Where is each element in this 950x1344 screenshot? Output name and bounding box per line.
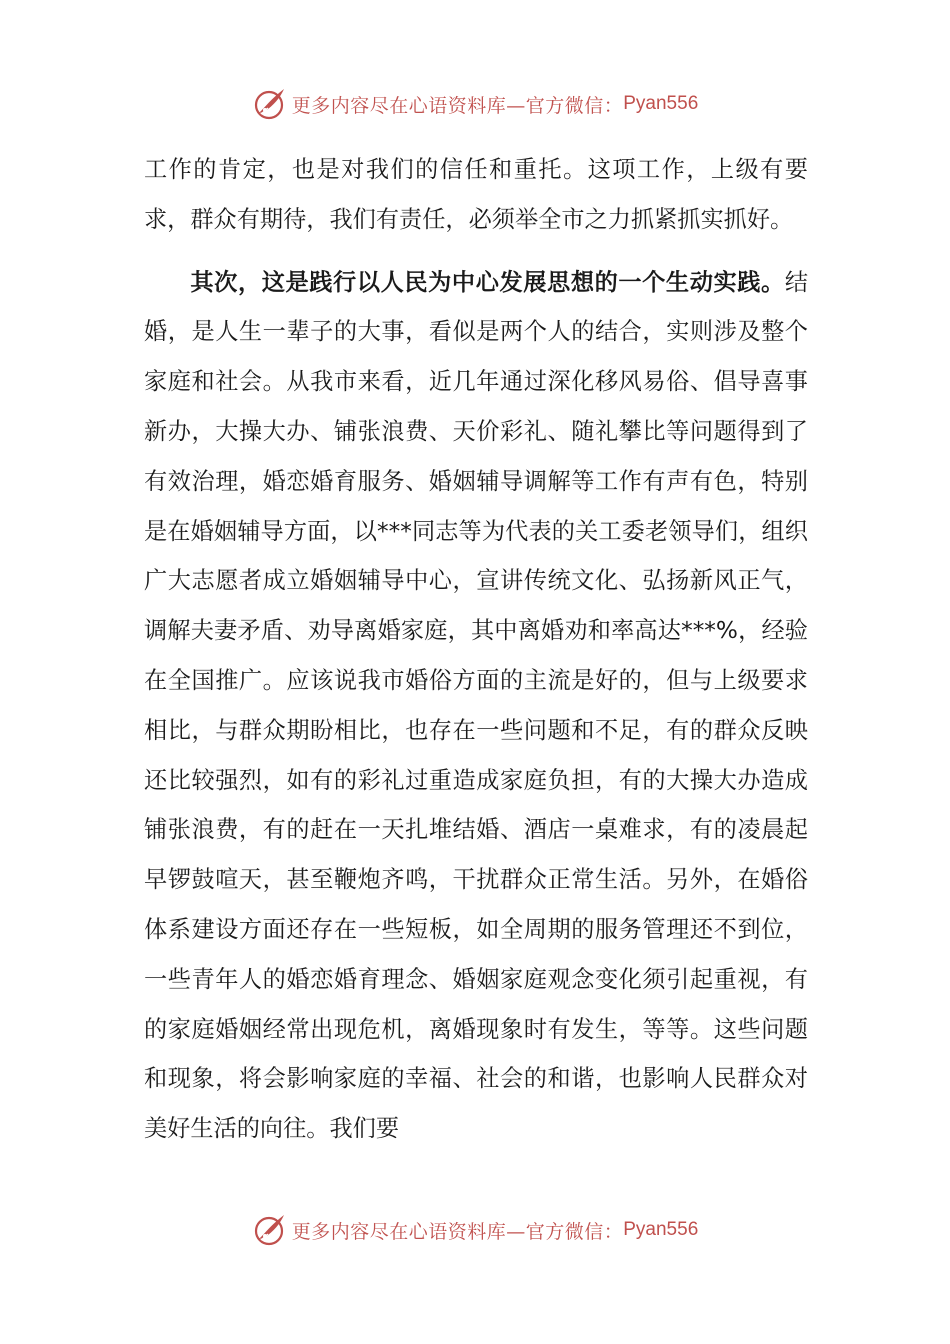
- paragraph-2-lead: 其次，这是践行以人民为中心发展思想的一个生动实践。: [190, 268, 785, 296]
- header-banner-text: 更多内容尽在心语资料库—官方微信：: [291, 94, 624, 117]
- footer-banner: [0, 1210, 950, 1250]
- footer-banner-text: 更多内容尽在心语资料库—官方微信：: [291, 1220, 624, 1243]
- header-wechat-id: Pyan556: [623, 93, 699, 114]
- header-banner: [0, 84, 950, 124]
- paragraph-2: [144, 258, 808, 1154]
- paragraph-2-body: 结婚，是人生一辈子的大事，看似是两个人的结合，实则涉及整个家庭和社会。从我市来看，近几年通过深化移风易俗、倡导喜事新办，大操大办、铺张浪费、天价彩礼、随礼攀比等问题得到了有效治理，婚恋婚育服务、婚姻辅导调解等工作有声有色，特别是在婚姻辅导方面，以***同志等为代表的关工委老领导们，组织广大志愿者成立婚姻辅导中心，宣讲传统文化、弘扬新风正气，调解夫妻矛盾、劝导离婚家庭，其中离婚劝和率高达***%，经验在全国推广。应该说我市婚俗方面的主流是好的，但与上级要求相比，与群众期盼相比，也存在一些问题和不足，有的群众反映还比较强烈，如有的彩礼过重造成家庭负担，有的大操大办造成铺张浪费，有的赶在一天扎堆结婚、酒店一桌难求，有的凌晨起早锣鼓喧天，甚至鞭炮齐鸣，干扰群众正常生活。另外，在婚俗体系建设方面还存在一些短板，如全周期的服务管理还不到位，一些青年人的婚恋婚育理念、婚姻家庭观念变化须引起重视，有的家庭婚姻经常出现危机，离婚现象时有发生，等等。这些问题和现象，将会影响家庭的幸福、社会的和谐，也影响人民群众对美好生活的向往。我们要: [144, 268, 808, 1143]
- paragraph-1: 工作的肯定，也是对我们的信任和重托。这项工作，上级有要求，群众有期待，我们有责任，必须举全市之力抓紧抓实抓好。: [144, 156, 808, 233]
- footer-wechat-id: Pyan556: [623, 1219, 699, 1240]
- quill-pen-icon: [252, 1212, 288, 1248]
- document-body: [144, 145, 808, 1154]
- quill-pen-icon: [252, 86, 288, 122]
